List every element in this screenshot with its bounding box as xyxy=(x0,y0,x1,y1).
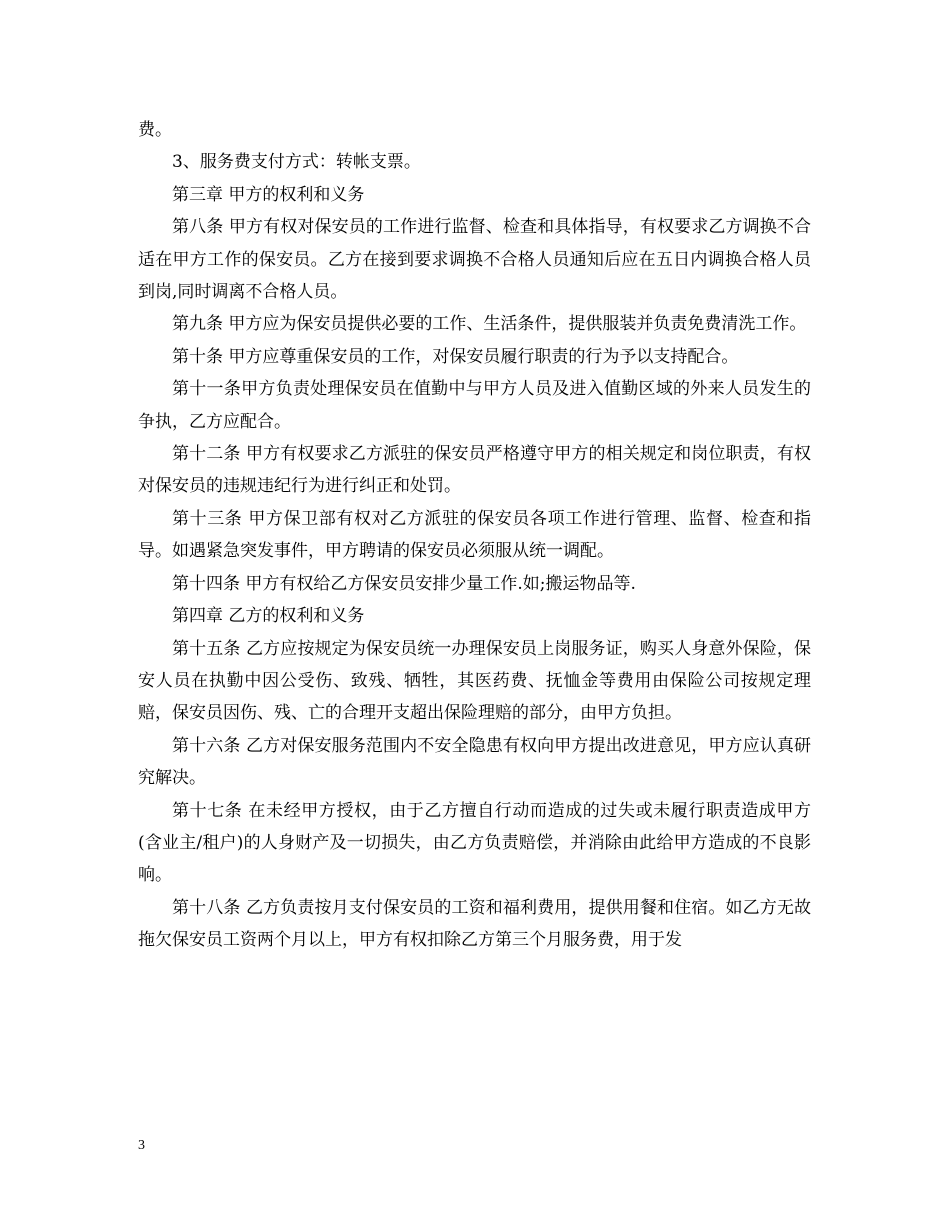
document-body xyxy=(138,114,811,957)
article-18: 第十八条 乙方负责按月支付保安员的工资和福利费用，提供用餐和住宿。如乙方无故拖欠保安员工资两个月以上，甲方有权扣除乙方第三个月服务费，用于发 xyxy=(138,897,811,951)
article-15: 第十五条 乙方应按规定为保安员统一办理保安员上岗服务证，购买人身意外保险，保安人员在执勤中因公受伤、致残、牺牲，其医药费、抚恤金等费用由保险公司按规定理赔，保安员因伤、残、亡的合理开支超出保险理赔的部分，由甲方负担。 xyxy=(138,638,811,724)
article-9: 第九条 甲方应为保安员提供必要的工作、生活条件，提供服装并负责免费清洗工作。 xyxy=(172,314,807,335)
article-16: 第十六条 乙方对保安服务范围内不安全隐患有权向甲方提出改进意见，甲方应认真研究解决。 xyxy=(138,735,811,789)
article-12: 第十二条 甲方有权要求乙方派驻的保安员严格遵守甲方的相关规定和岗位职责，有权对保安员的违规违纪行为进行纠正和处罚。 xyxy=(138,444,811,497)
article-11: 第十一条甲方负责处理保安员在值勤中与甲方人员及进入值勤区域的外来人员发生的争执，乙方应配合。 xyxy=(138,379,811,432)
article-17: 第十七条 在未经甲方授权，由于乙方擅自行动而造成的过失或未履行职责造成甲方(含业主/租户)的人身财产及一切损失，由乙方负责赔偿，并消除由此给甲方造成的不良影响。 xyxy=(138,800,811,886)
article-14: 第十四条 甲方有权给乙方保安员安排少量工作.如;搬运物品等. xyxy=(172,573,636,594)
paragraph-0: 费。 xyxy=(138,120,172,140)
chapter-heading-4: 第四章 乙方的权利和义务 xyxy=(172,606,365,627)
page-number: 3 xyxy=(138,1138,145,1153)
article-8: 第八条 甲方有权对保安员的工作进行监督、检查和具体指导，有权要求乙方调换不合适在甲方工作的保安员。乙方在接到要求调换不合格人员通知后应在五日内调换合格人员到岗,同时调离不合格人员。 xyxy=(138,217,811,303)
article-10: 第十条 甲方应尊重保安员的工作，对保安员履行职责的行为予以支持配合。 xyxy=(172,346,739,367)
article-13: 第十三条 甲方保卫部有权对乙方派驻的保安员各项工作进行管理、监督、检查和指导。如遇紧急突发事件，甲方聘请的保安员必须服从统一调配。 xyxy=(138,508,811,562)
paragraph-1: 3、服务费支付方式：转帐支票。 xyxy=(172,152,421,173)
chapter-heading-3: 第三章 甲方的权利和义务 xyxy=(172,184,365,205)
